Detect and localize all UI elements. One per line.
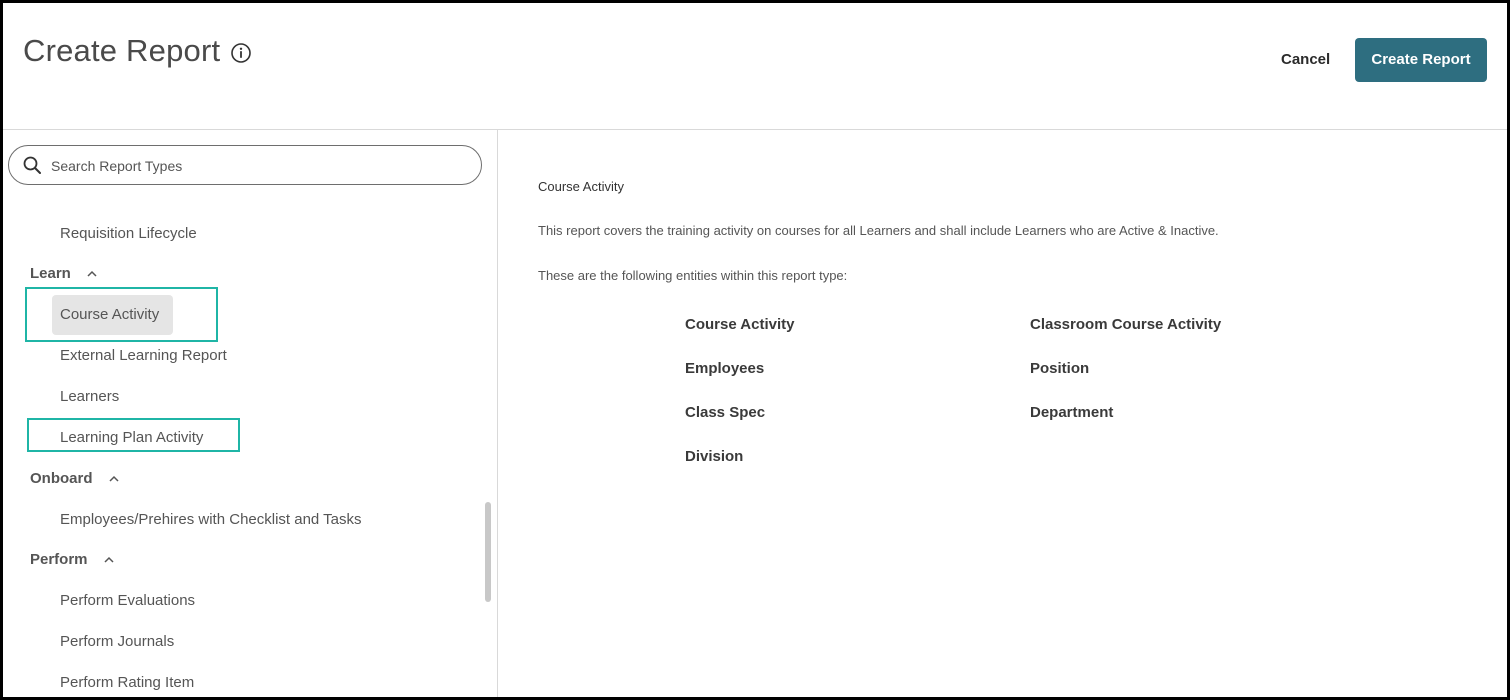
sidebar-item-learning-plan-activity[interactable]: Learning Plan Activity — [60, 429, 204, 446]
detail-description: This report covers the training activity on courses for all Learners and shall include Learners who are Active & Inactive. — [538, 223, 1219, 238]
sidebar-item-requisition-lifecycle[interactable]: Requisition Lifecycle — [60, 225, 197, 242]
cancel-button[interactable]: Cancel — [1281, 51, 1331, 68]
group-learn[interactable] — [30, 264, 97, 284]
search-input[interactable] — [49, 155, 453, 177]
sidebar-item-learners[interactable]: Learners — [60, 388, 120, 405]
chevron-up-icon[interactable] — [87, 269, 97, 279]
sidebar-item-perform-journals[interactable]: Perform Journals — [60, 633, 175, 650]
group-onboard[interactable] — [30, 469, 119, 489]
entity-item: Employees — [685, 360, 765, 377]
chevron-up-icon[interactable] — [109, 474, 119, 484]
entities-intro: These are the following entities within this report type: — [538, 268, 848, 283]
sidebar-item-perform-evaluations[interactable]: Perform Evaluations — [60, 592, 196, 609]
entity-item: Position — [1030, 360, 1090, 377]
sidebar-item-course-activity[interactable]: Course Activity — [60, 306, 160, 323]
search-box[interactable] — [8, 145, 482, 185]
group-label: Learn — [30, 265, 71, 282]
create-report-button[interactable]: Create Report — [1355, 38, 1487, 82]
info-circle-icon[interactable] — [231, 43, 251, 63]
sidebar-item-perform-rating-item[interactable]: Perform Rating Item — [60, 674, 195, 691]
detail-title: Course Activity — [538, 179, 624, 194]
report-type-sidebar — [3, 130, 498, 697]
page-title: Create Report — [23, 33, 221, 68]
sidebar-item-employees-prehires[interactable]: Employees/Prehires with Checklist and Tasks — [60, 511, 362, 528]
entity-item: Course Activity — [685, 316, 795, 333]
group-label: Onboard — [30, 470, 93, 487]
dialog-header — [3, 3, 1507, 130]
group-perform[interactable] — [30, 550, 114, 570]
entity-item: Department — [1030, 404, 1114, 421]
chevron-up-icon[interactable] — [104, 555, 114, 565]
entity-item: Division — [685, 448, 744, 465]
entity-item: Class Spec — [685, 404, 766, 421]
entity-item: Classroom Course Activity — [1030, 316, 1222, 333]
group-label: Perform — [30, 551, 88, 568]
sidebar-scrollbar[interactable] — [485, 502, 491, 602]
search-icon — [23, 156, 41, 174]
sidebar-item-external-learning-report[interactable]: External Learning Report — [60, 347, 227, 364]
